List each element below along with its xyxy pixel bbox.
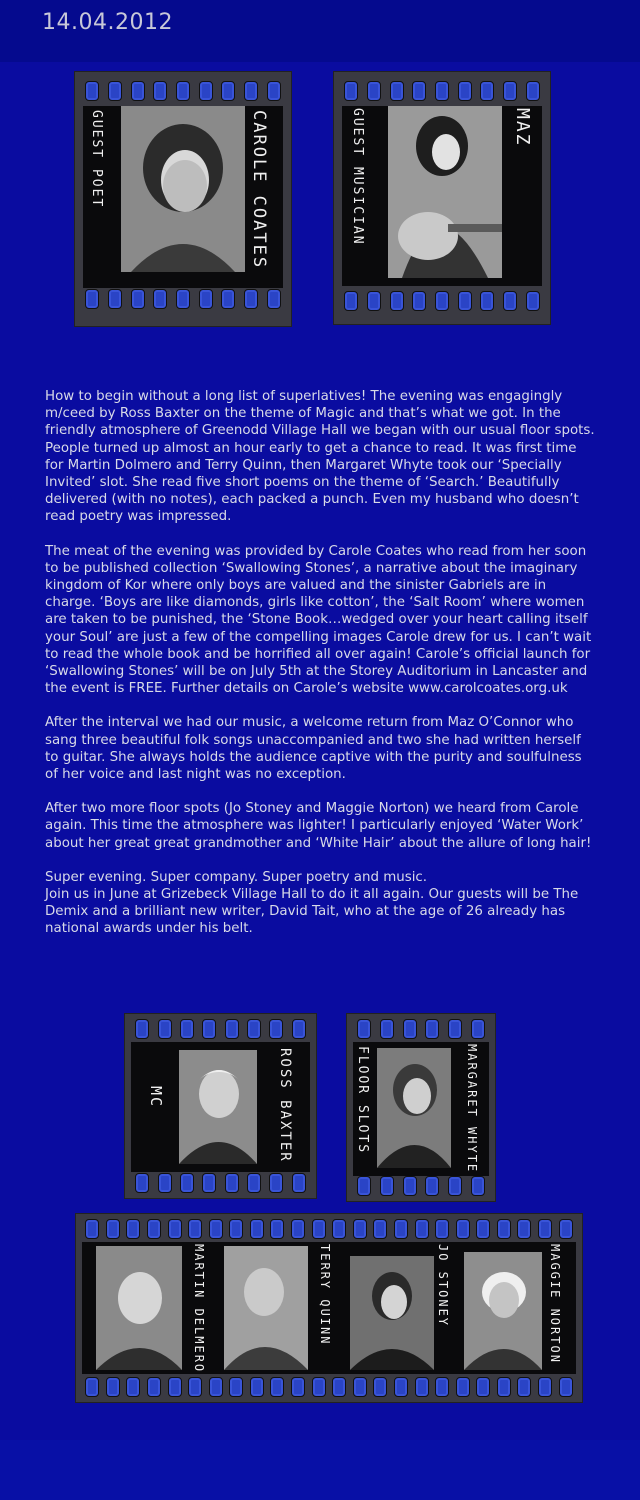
portrait-photo-icon — [224, 1246, 308, 1370]
guitarist-photo-icon — [388, 106, 502, 278]
film-inner-panel — [131, 1042, 310, 1172]
article-paragraph: After two more floor spots (Jo Stoney and Maggie Norton) we heard from Carole again. This time the atmosphere was lighter! I particularly enjoyed ‘Water Work’ about her great great grandmother and ‘White Hair’ about the allure of long hair! — [45, 801, 592, 851]
film-perforation-bottom — [75, 288, 291, 310]
film-inner-panel — [83, 106, 283, 288]
film-frame-ross-baxter — [125, 1014, 316, 1198]
mc-role-label: MC — [147, 1086, 165, 1109]
footer-band — [0, 1440, 640, 1500]
film-strip-floor-readers — [76, 1214, 582, 1402]
film-frame-carole-coates — [75, 72, 291, 326]
film-perforation-bottom — [334, 290, 550, 312]
reader-name-label: MARTIN DELMERO — [192, 1244, 206, 1374]
film-perforation-top — [347, 1020, 495, 1038]
film-frame-maz — [334, 72, 550, 324]
film-inner-panel — [82, 1242, 576, 1374]
article-body — [45, 388, 597, 955]
portrait-photo-icon — [179, 1050, 257, 1164]
post-date: 14.04.2012 — [42, 10, 173, 35]
guest-name-label: MAZ — [512, 108, 533, 147]
reader-name-label: MAGGIE NORTON — [548, 1244, 562, 1364]
floor-role-label: FLOOR SLOTS — [355, 1046, 370, 1155]
guest-role-label: GUEST MUSICIAN — [350, 108, 365, 246]
film-inner-panel — [342, 106, 542, 286]
film-perforation-top — [334, 80, 550, 102]
article-paragraph: The meat of the evening was provided by Carole Coates who read from her soon to be published collection ‘Swallowing Stones’, a narrative about the imaginary kingdom of Kor where only boys are valued and the sinister Gabriels are in charge. ‘Boys are like diamonds, girls like cotton’, the ‘Salt Room’ where women are taken to be punished, the ‘Stone Book…wedged over your heart calling itself your Soul’ are just a few of the compelling images Carole drew for us. I can’t wait to read the whole book and be horrified all over again! Carole’s official launch for ‘Swallowing Stones’ will be on July 5th at the Storey Auditorium in Lancaster and the event is FREE. Further details on Carole’s website www.carolcoates.org.uk — [45, 543, 592, 697]
mc-name-label: ROSS BAXTER — [277, 1048, 293, 1163]
film-perforation-top — [75, 80, 291, 102]
film-perforation-bottom — [125, 1174, 316, 1192]
film-frame-margaret-whyte — [347, 1014, 495, 1201]
film-perforation-bottom — [76, 1378, 582, 1396]
film-perforation-bottom — [347, 1177, 495, 1195]
portrait-photo-icon — [96, 1246, 182, 1370]
guest-name-label: CAROLE COATES — [249, 110, 269, 270]
floor-name-label: MARGARET WHYTE — [465, 1044, 479, 1174]
film-perforation-top — [125, 1020, 316, 1038]
article-paragraph: Super evening. Super company. Super poetry and music. Join us in June at Grizebeck Village Hall to do it all again. Our guests will be The Demix and a brilliant new writer, David Tait, who at the age of 26 already has national awards under his belt. — [45, 869, 579, 937]
article-paragraph: How to begin without a long list of superlatives! The evening was engagingly m/ceed by Ross Baxter on the theme of Magic and that’s what we got. In the friendly atmosphere of Greenodd Village Hall we began with our usual floor spots. People turned up almost an hour early to get a chance to read. It was first time for Martin Dolmero and Terry Quinn, then Margaret Whyte took our ‘Specially Invited’ slot. She read five short poems on the theme of ‘Search.’ Beautifully delivered (with no notes), each packed a punch. Even my husband who doesn’t read poetry was impressed. — [45, 389, 595, 525]
header-bar — [0, 0, 640, 62]
reader-name-label: JO STONEY — [436, 1244, 450, 1328]
reader-name-label: TERRY QUINN — [318, 1244, 332, 1346]
portrait-photo-icon — [350, 1256, 434, 1370]
article-paragraph: After the interval we had our music, a welcome return from Maz O’Connor who sang three beautiful folk songs unaccompanied and two she had written herself to guitar. She always holds the audience captive with the purity and soulfulness of her voice and last night was no exception. — [45, 715, 582, 783]
film-perforation-top — [76, 1220, 582, 1238]
portrait-photo-icon — [464, 1252, 542, 1370]
portrait-photo-icon — [377, 1048, 451, 1168]
film-inner-panel — [353, 1042, 489, 1176]
portrait-photo-icon — [121, 106, 245, 272]
guest-role-label: GUEST POET — [89, 110, 104, 209]
